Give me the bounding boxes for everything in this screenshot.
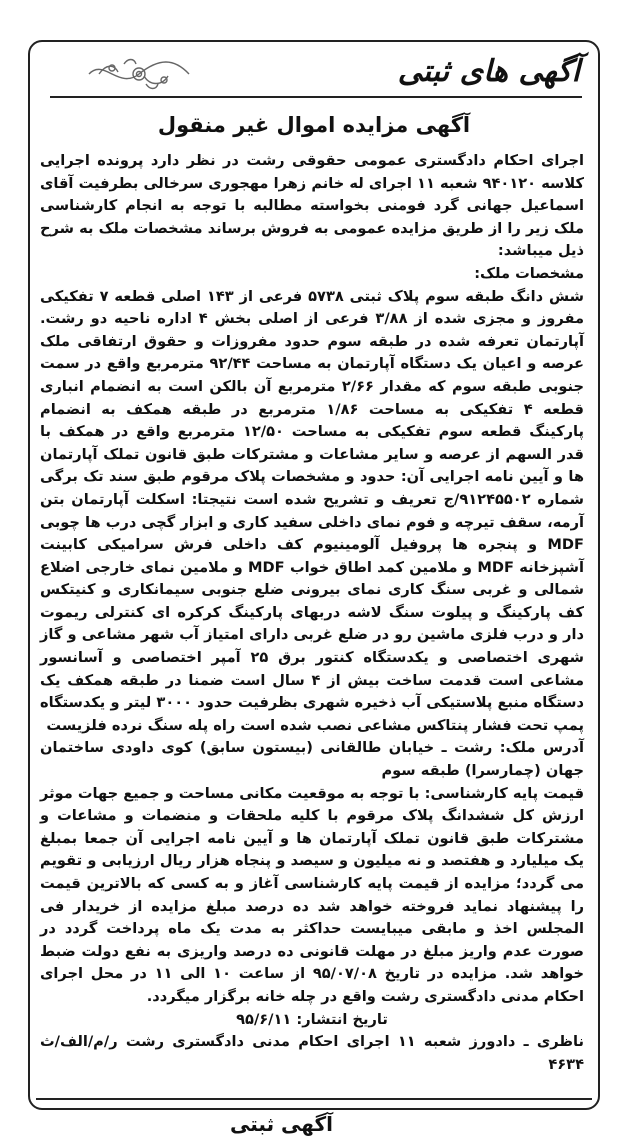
signature: ناظری ـ دادورز شعبه ۱۱ اجرای احکام مدنی دادگستری رشت ر/م/الف/ث ۴۶۳۴	[40, 1033, 584, 1073]
intro-paragraph: اجرای احکام دادگستری عمومی حقوقی رشت در نظر دارد پرونده اجرایی کلاسه ۹۴۰۱۲۰ شعبه ۱۱ اجرای له خانم زهرا مهجوری سرخالی بطرفیت آقای اسماعیل جهانی گرد فومنی بخواسته مطالبه با توجه به انجام کارشناسی ملک زیر را از طریق مزایده عمومی به فروش برساند مشخصات ملک به شرح ذیل میباشد:	[40, 152, 584, 260]
ad-body	[40, 150, 584, 1076]
ad-title: آگهی مزایده اموال غیر منقول	[157, 113, 471, 137]
header-divider	[50, 96, 582, 98]
property-address: آدرس ملک: رشت ـ خیابان طالقانی (بیستون سابق) کوی داودی ساختمان جهان (چمارسرا) طبقه سوم	[40, 739, 584, 780]
property-description: شش دانگ طبقه سوم پلاک ثبتی ۵۷۳۸ فرعی از ۱۴۳ اصلی قطعه ۷ تفکیکی مفروز و مجزی شده از ۳/۸۸ فرعی از اصلی بخش ۴ اداره ناحیه دو رشت. آپارتمان تعرفه شده در طبقه سوم حدود مفروزات و حقوق ارتفاقی ملک عرصه و اعیان یک دستگاه آپارتمان به مساحت ۹۲/۴۴ مترمربع واقع در سمت جنوبی طبقه سوم که مقدار ۲/۶۶ مترمربع آن بالکن است به انضمام انباری قطعه ۴ تفکیکی به مساحت ۱/۸۶ مترمربع در طبقه همکف به انضمام پارکینگ قطعه سوم تفکیکی به مساحت ۱۲/۵۰ مترمربع واقع در همکف با قدر السهم از عرصه و سایر مشاعات و مشترکات طبق قانون تملک آپارتمان ها و آیین نامه اجرایی آن: حدود و مشخصات پلاک مرقوم طبق سند تک برگی شماره ۹۱۲۴۵۵۰۲/ج تعریف و تشریح شده است نتیجتا: اسکلت آپارتمان بتن آرمه، سقف تیرچه و فوم نمای داخلی سفید کاری و ابزار گچی درب ها چوبی MDF و پنجره ها پروفیل آلومینیوم کف داخلی فرش سرامیکی کابینت آشپزخانه MDF و ملامین کمد اطاق خواب MDF و ملامین نمای خارجی اضلاع شمالی و غربی سنگ کاری نمای بیرونی ضلع جنوبی سیمانکاری و کنیتکس کف پارکینگ و پیلوت سنگ لاشه دربهای پارکینگ کرکره ای کنترلی ریموت دار و درب فلزی ماشین رو در ضلع غربی دارای امتیاز آب شهر مشاعی و گاز شهری اختصاصی و یکدستگاه کنتور برق ۲۵ آمپر اختصاصی و آسانسور مشاعی است قدمت ساخت بیش از ۴ سال است ضمنا در طبقه همکف یک دستگاه منبع پلاستیکی آب ذخیره شهری بظرفیت حدود ۳۰۰۰ لیتر و یکدستگاه پمپ تحت فشار پنتاکس مشاعی نصب شده است راه پله سنگ نرده فلزیست	[40, 287, 585, 734]
publish-date: تاریخ انتشار: ۹۵/۶/۱۱	[236, 1010, 388, 1028]
section-header-title: آگهی های ثبتی	[397, 54, 580, 89]
section-header	[40, 50, 588, 102]
footer-divider	[36, 1098, 592, 1100]
floral-ornament-icon	[84, 56, 194, 92]
appraisal-paragraph: قیمت پایه کارشناسی: با توجه به موقعیت مکانی مساحت و جمیع جهات موثر ارزش کل ششدانگ پلاک مرقوم با کلیه ملحقات و منضمات و مشاعات و مشترکات طبق قانون تملک آپارتمان ها و آیین نامه اجرایی آن جمعا بمبلغ یک میلیارد و هفتصد و نه میلیون و سیصد و پنجاه هزار ریال ارزیابی و تقویم می گردد؛ مزایده از قیمت پایه کارشناسی آغاز و به کسی که بالاترین قیمت را پیشنهاد نماید فروخته خواهد شد ده درصد مبلغ مزایده از خریدار فی المجلس اخذ و مابقی میبایست حداکثر به مدت یک ماه پرداخت گردد در صورت عدم واریز مبلغ در مهلت قانونی ده درصد واریزی به نفع دولت ضبط خواهد شد. مزایده در تاریخ ۹۵/۰۷/۰۸ از ساعت ۱۰ الی ۱۱ در محل اجرای احکام مدنی دادگستری رشت واقع در چله خانه برگزار میگردد.	[40, 784, 584, 1005]
next-ad-partial-title: آگهی ثبتی	[230, 1112, 333, 1136]
property-heading: مشخصات ملک:	[474, 264, 584, 282]
